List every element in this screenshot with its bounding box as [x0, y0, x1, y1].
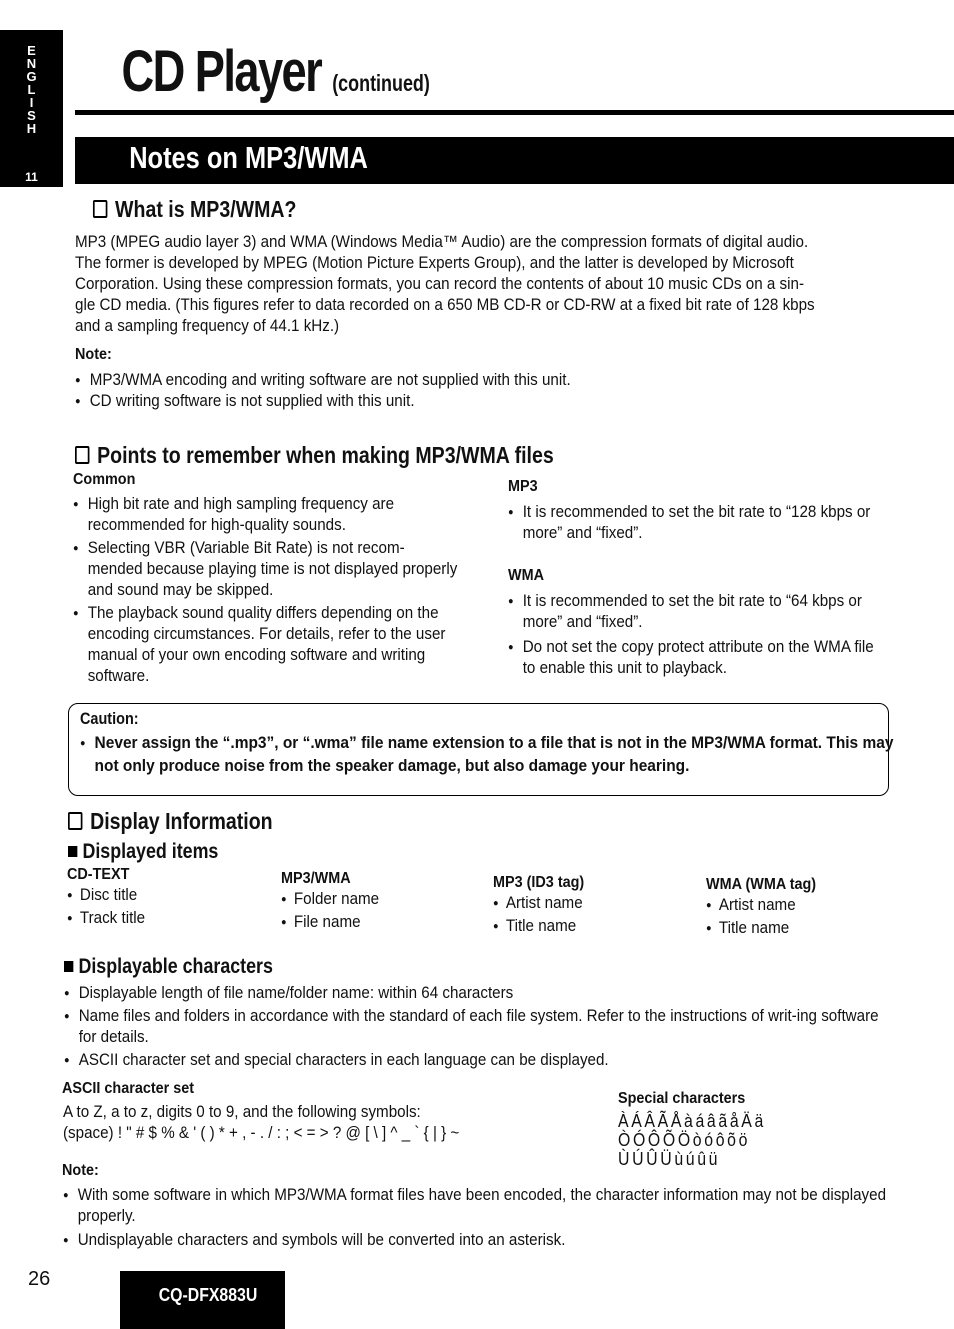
paragraph-line: Corporation. Using these compression formats, you can record the contents of about 10 music CDs on a sin- — [75, 275, 804, 293]
mp3-item: ● It is recommended to set the bit rate to “128 kbps or more” and “fixed”. — [508, 502, 887, 544]
ascii-description — [63, 1102, 541, 1144]
column-label: MP3 (ID3 tag) — [493, 874, 585, 891]
note-item: ● MP3/WMA encoding and writing software are not supplied with this unit. — [75, 370, 719, 391]
language-tab-letter: I — [29, 95, 34, 110]
wma-list — [508, 591, 920, 679]
language-tab-letter: H — [26, 121, 37, 136]
caution-text: ● Never assign the “.mp3”, or “.wma” file name extension to a file that is not in the MP3/WMA format. This may not only produce noise from the speaker damage, but also damage your hearing. — [80, 732, 895, 777]
language-tab-letters — [0, 44, 63, 135]
column-item: ● Title name — [493, 915, 586, 938]
note-label: Note: — [62, 1162, 99, 1179]
special-chars-grid — [618, 1112, 786, 1169]
page-title — [121, 38, 429, 105]
page-title-main: CD Player — [121, 39, 322, 104]
displayed-column-cdtext — [67, 866, 152, 930]
title-rule — [75, 110, 954, 115]
displayed-column-id3 — [493, 874, 594, 938]
common-label: Common — [73, 471, 136, 488]
column-item: ● File name — [281, 911, 379, 934]
common-list — [73, 494, 493, 687]
page-title-continued: (continued) — [332, 70, 430, 96]
column-item: ● Title name — [706, 917, 819, 940]
special-chars-line: ÀÁÂÃÅàáâãåÄä — [618, 1111, 766, 1131]
section-page-index: 11 — [25, 170, 38, 184]
checkbox-square-icon — [75, 446, 89, 464]
points-heading — [75, 442, 554, 469]
column-item: ● Track title — [67, 907, 145, 930]
language-tab-letter: E — [27, 43, 36, 58]
special-chars-label: Special characters — [618, 1090, 746, 1107]
checkbox-square-icon — [93, 200, 107, 218]
points-heading-text: Points to remember when making MP3/WMA files — [97, 442, 554, 468]
displayed-column-mp3wma — [281, 870, 388, 934]
what-is-heading — [93, 196, 296, 223]
column-item: ● Artist name — [706, 894, 819, 917]
column-label: CD-TEXT — [67, 866, 130, 883]
wma-item: ● It is recommended to set the bit rate to “64 kbps or more” and “fixed”. — [508, 591, 887, 633]
wma-item: ● Do not set the copy protect attribute on the WMA file to enable this unit to playback. — [508, 637, 887, 679]
paragraph-line: MP3 (MPEG audio layer 3) and WMA (Windows Media™ Audio) are the compression formats of digital audio. — [75, 233, 809, 251]
display-note-list — [63, 1185, 954, 1251]
display-info-heading-text: Display Information — [90, 808, 273, 834]
displayable-item: ● Name files and folders in accordance with the standard of each file system. Refer to the instructions of writ-ing software for details. — [64, 1006, 887, 1048]
common-item: ● The playback sound quality differs depending on the encoding circumstances. For details, refer to the user manual of your own encoding software and writing software. — [73, 603, 459, 687]
displayed-items-heading-text: Displayed items — [82, 840, 219, 863]
displayed-column-wmatag — [706, 876, 828, 940]
displayable-item: ● ASCII character set and special characters in each language can be displayed. — [64, 1050, 887, 1071]
special-chars-line: ÙÚÛÜùúûü — [618, 1149, 721, 1169]
column-item: ● Disc title — [67, 884, 145, 907]
caution-label: Caution: — [80, 709, 139, 728]
note-item: ● With some software in which MP3/WMA format files have been encoded, the character information may not be displayed properly. — [63, 1185, 886, 1227]
ascii-line: A to Z, a to z, digits 0 to 9, and the following symbols: — [63, 1103, 421, 1121]
wma-label: WMA — [508, 567, 544, 584]
mp3-list — [508, 502, 920, 544]
displayable-list — [64, 983, 954, 1071]
note-list — [75, 370, 775, 412]
section-title: Notes on MP3/WMA — [129, 140, 368, 175]
ascii-label: ASCII character set — [62, 1080, 195, 1097]
square-bullet-icon — [68, 846, 77, 857]
displayable-chars-heading-text: Displayable characters — [78, 955, 273, 978]
common-item: ● Selecting VBR (Variable Bit Rate) is not recom-mended because playing time is not displayed properly and sound may be skipped. — [73, 538, 459, 601]
paragraph-line: and a sampling frequency of 44.1 kHz.) — [75, 317, 340, 335]
mp3-label: MP3 — [508, 478, 538, 495]
column-item: ● Folder name — [281, 888, 379, 911]
what-is-heading-text: What is MP3/WMA? — [115, 196, 297, 222]
paragraph-line: gle CD media. (This figures refer to data recorded on a 650 MB CD-R or CD-RW at a fixed bit rate of 128 kbps — [75, 296, 815, 314]
common-item: ● High bit rate and high sampling frequency are recommended for high-quality sounds. — [73, 494, 459, 536]
language-tab-letter: S — [27, 108, 36, 123]
note-label: Note: — [75, 346, 112, 363]
displayable-item: ● Displayable length of file name/folder name: within 64 characters — [64, 983, 887, 1004]
paragraph-line: The former is developed by MPEG (Motion Picture Experts Group), and the latter is developed by Microsoft — [75, 254, 794, 272]
language-tab-letter: N — [26, 56, 37, 71]
displayable-chars-heading — [64, 955, 273, 979]
ascii-line: (space) ! " # $ % & ' ( ) * + , - . / : ; < = > ? @ [ \ ] ^ _ ` { | } ~ — [63, 1124, 460, 1142]
column-item: ● Artist name — [493, 892, 586, 915]
special-chars-line: ÒÓÔÕÖòóôõö — [618, 1130, 751, 1150]
page-number: 26 — [28, 1268, 51, 1290]
display-info-heading — [68, 808, 273, 835]
what-is-paragraph — [75, 232, 894, 337]
square-bullet-icon — [64, 961, 73, 972]
note-item: ● CD writing software is not supplied with this unit. — [75, 391, 719, 412]
language-tab-letter: G — [26, 69, 37, 84]
displayed-items-heading — [68, 840, 218, 864]
column-label: MP3/WMA — [281, 870, 351, 887]
checkbox-square-icon — [68, 812, 82, 830]
note-item: ● Undisplayable characters and symbols will be converted into an asterisk. — [63, 1230, 886, 1251]
model-number: CQ-DFX883U — [158, 1285, 258, 1305]
column-label: WMA (WMA tag) — [706, 876, 817, 893]
language-tab-letter: L — [27, 82, 36, 97]
